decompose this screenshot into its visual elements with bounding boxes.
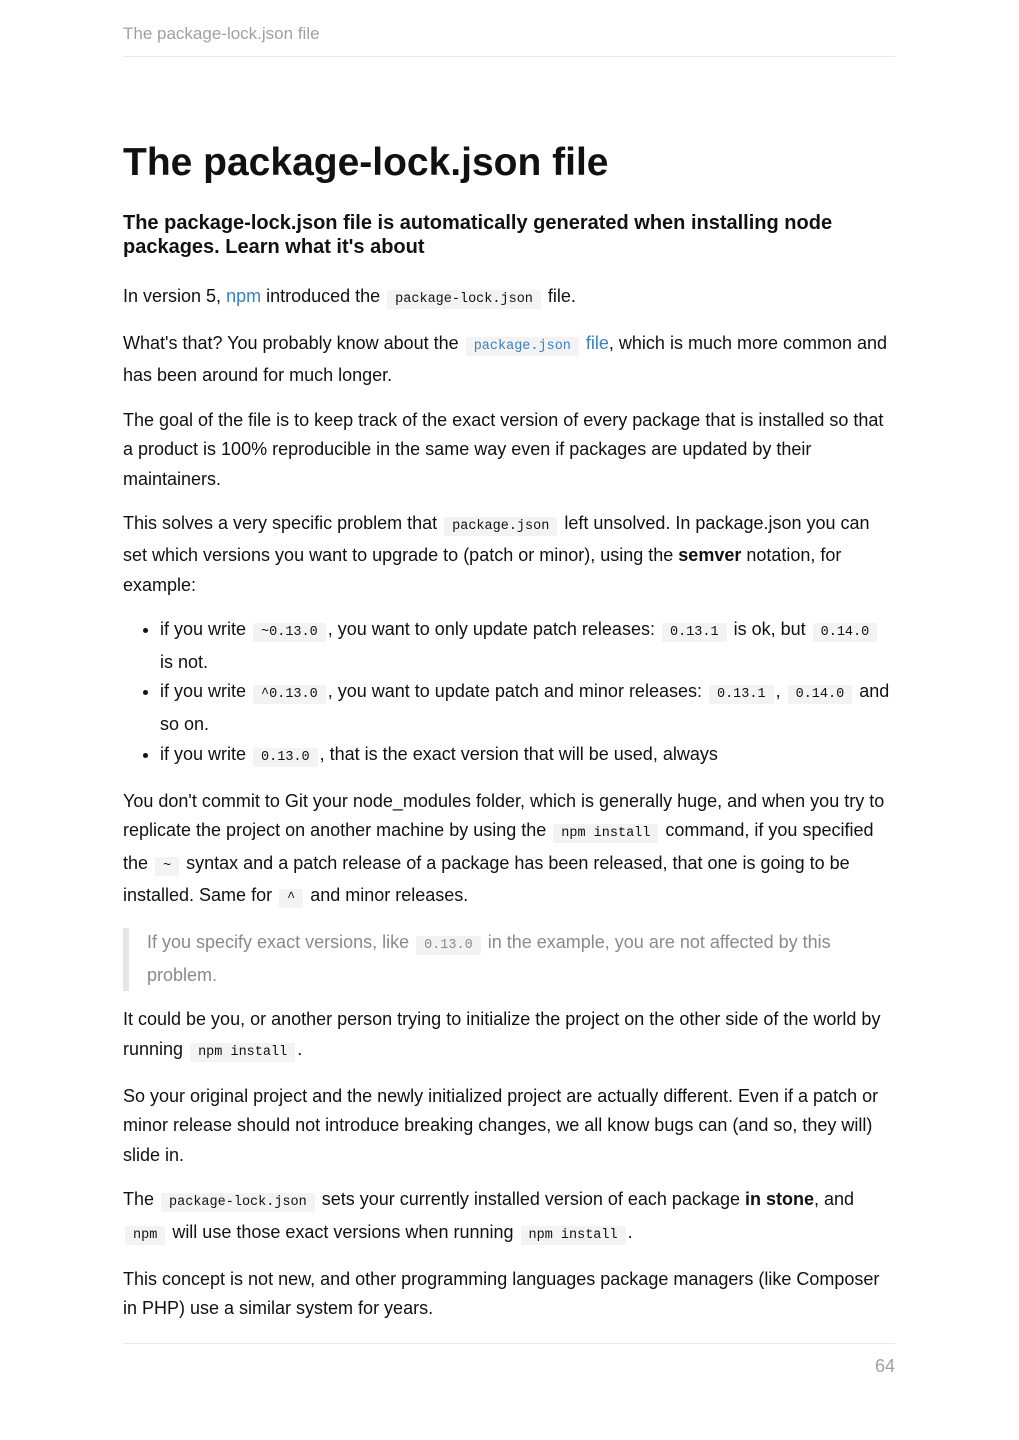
page-number: 64 bbox=[874, 1356, 895, 1376]
inline-code: package.json bbox=[444, 517, 557, 536]
text: if you write bbox=[160, 619, 252, 640]
paragraph-node-modules bbox=[123, 787, 895, 914]
page-title: The package-lock.json file bbox=[123, 141, 609, 184]
text: , you want to update patch and minor releases: bbox=[327, 681, 707, 702]
paragraph-problem bbox=[123, 509, 895, 601]
page-subtitle: The package-lock.json file is automatically generated when installing node packages. Learn what it's about bbox=[123, 211, 833, 258]
inline-code: npm bbox=[125, 1226, 165, 1245]
inline-code: npm install bbox=[190, 1043, 295, 1062]
text: , that is the exact version that will be used, always bbox=[319, 743, 718, 764]
text: , and bbox=[814, 1189, 855, 1210]
npm-link[interactable]: npm bbox=[226, 285, 262, 306]
bold-text: in stone bbox=[745, 1189, 815, 1210]
text: introduced the bbox=[261, 285, 386, 306]
footer-divider bbox=[123, 1343, 895, 1344]
text: command, if you specified the bbox=[123, 820, 874, 873]
inline-code: 0.13.1 bbox=[709, 685, 774, 704]
text: You don't commit to Git your node_modules folder, which is generally huge, and when you try to replicate the project on another machine by using the bbox=[123, 790, 885, 841]
text: What's that? You probably know about the bbox=[123, 332, 464, 353]
text: if you write bbox=[160, 681, 252, 702]
text: The bbox=[123, 1189, 160, 1210]
inline-code: npm install bbox=[521, 1226, 626, 1245]
inline-code: 0.13.0 bbox=[253, 748, 318, 767]
package-json-file-link[interactable] bbox=[464, 333, 609, 353]
text: and so on. bbox=[160, 681, 890, 734]
inline-code: ^ bbox=[279, 889, 303, 908]
text: syntax and a patch release of a package has been released, that one is going to be installed. Same for bbox=[123, 852, 850, 906]
paragraph-different: So your original project and the newly initialized project are actually different. Even if a patch or minor release should not introduce breaking changes, we all know bugs can (and so, they will) slide in. bbox=[123, 1085, 879, 1166]
quote-text bbox=[147, 928, 895, 990]
text: , you want to only update patch releases: bbox=[327, 619, 660, 640]
blockquote-note bbox=[123, 928, 895, 990]
paragraph-in-stone bbox=[123, 1185, 895, 1250]
list-item bbox=[160, 677, 895, 739]
semver-list bbox=[123, 615, 895, 772]
text: in the example, you are not affected by this problem. bbox=[147, 932, 831, 986]
inline-code: 0.14.0 bbox=[813, 623, 878, 642]
bold-text: semver bbox=[678, 545, 742, 566]
text: This solves a very specific problem that bbox=[123, 512, 443, 533]
paragraph-intro bbox=[123, 282, 895, 315]
inline-code: 0.13.0 bbox=[416, 936, 481, 955]
text: , which is much more common and has been around for much longer. bbox=[123, 332, 888, 386]
list-item bbox=[160, 615, 895, 677]
paragraph-concept: This concept is not new, and other programming languages package managers (like Composer in PHP) use a similar system for years. bbox=[123, 1268, 880, 1319]
inline-code: 0.14.0 bbox=[788, 685, 853, 704]
text: if you write bbox=[160, 743, 252, 764]
text: It could be you, or another person trying to initialize the project on the other side of the world by running bbox=[123, 1009, 881, 1059]
inline-code: package.json bbox=[466, 337, 579, 356]
article-content bbox=[123, 140, 895, 1339]
text: is ok, but bbox=[728, 619, 811, 640]
text: is not. bbox=[160, 651, 209, 672]
inline-code: package-lock.json bbox=[161, 1193, 315, 1212]
text: . bbox=[627, 1221, 633, 1242]
text: sets your currently installed version of each package bbox=[316, 1189, 745, 1210]
inline-code: ~0.13.0 bbox=[253, 623, 326, 642]
link-text: file bbox=[580, 332, 609, 353]
inline-code: ~ bbox=[155, 857, 179, 876]
text: notation, for example: bbox=[123, 545, 842, 596]
inline-code: npm install bbox=[553, 824, 658, 843]
text: file. bbox=[542, 285, 576, 306]
text: If you specify exact versions, like bbox=[147, 932, 415, 953]
text: In version 5, bbox=[123, 285, 227, 306]
running-header: The package-lock.json file bbox=[123, 24, 895, 57]
paragraph-goal: The goal of the file is to keep track of the exact version of every package that is installed so that a product is 100% reproducible in the same way even if packages are updated by their maintainers. bbox=[123, 409, 884, 489]
paragraph-whats-that bbox=[123, 329, 895, 391]
inline-code: 0.13.1 bbox=[662, 623, 727, 642]
list-item bbox=[160, 740, 895, 773]
inline-code: ^0.13.0 bbox=[253, 685, 326, 704]
text: . bbox=[297, 1038, 303, 1059]
text: left unsolved. In package.json you can set which versions you want to upgrade to (patch or minor), using the bbox=[123, 512, 870, 566]
text: , bbox=[775, 681, 786, 702]
text: will use those exact versions when running bbox=[167, 1221, 519, 1242]
paragraph-another-person bbox=[123, 1005, 895, 1067]
text: and minor releases. bbox=[305, 885, 469, 906]
inline-code: package-lock.json bbox=[387, 290, 541, 309]
